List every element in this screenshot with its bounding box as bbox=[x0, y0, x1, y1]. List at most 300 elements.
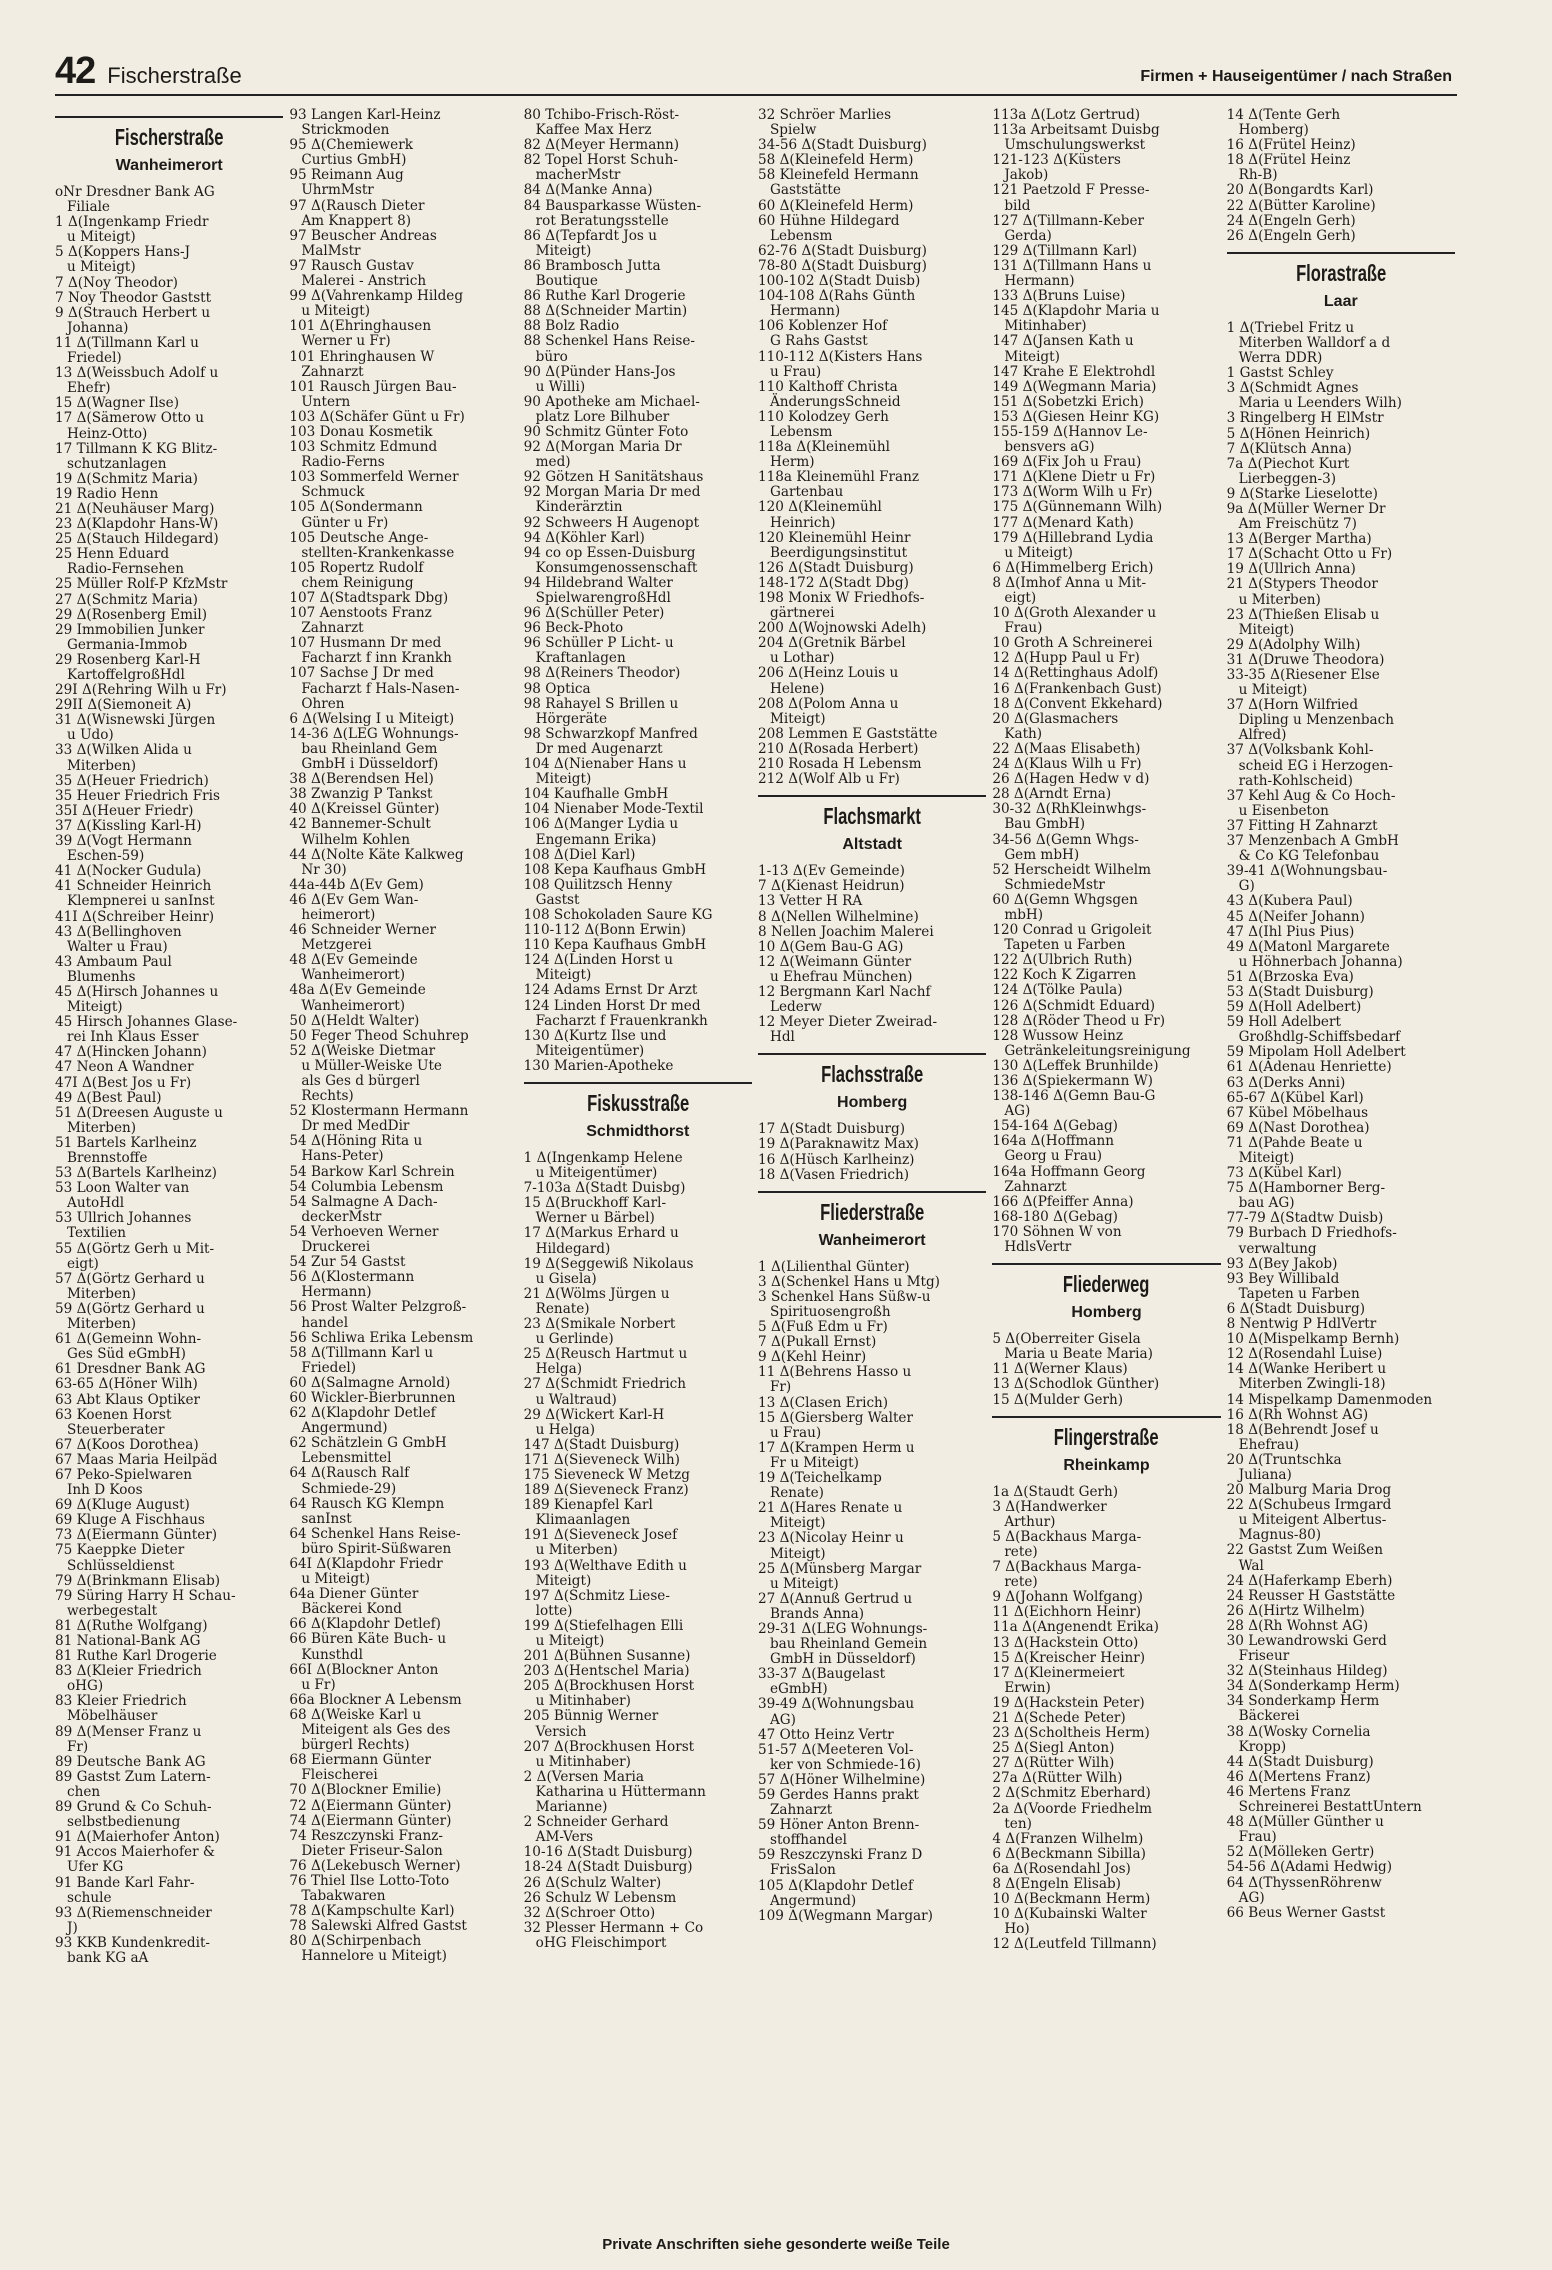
address-entry: 13 Δ(Clasen Erich) bbox=[757, 1394, 889, 1411]
address-entry: 33-35 Δ(Riesener Else u Miteigt) bbox=[1226, 667, 1380, 699]
address-entry: 200 Δ(Wojnowski Adelh) bbox=[757, 620, 927, 637]
address-entry: 28 Δ(Rh Wohnst AG) bbox=[1226, 1617, 1369, 1634]
address-entry: 40 Δ(Kreissel Günter) bbox=[289, 801, 440, 818]
address-entry: 7 Noy Theodor Gaststt bbox=[55, 289, 212, 306]
address-entry: 60 Δ(Kleinefeld Herm) bbox=[757, 197, 914, 214]
address-entry: 136 Δ(Spiekermann W) bbox=[992, 1073, 1153, 1089]
address-entry: 14 Δ(Tente Gerh Homberg) bbox=[1226, 108, 1341, 139]
address-entry: 59 Gerdes Hanns prakt Zahnarzt bbox=[757, 1787, 919, 1819]
address-entry: 173 Δ(Worm Wilh u Fr) bbox=[992, 484, 1153, 501]
address-entry: 21 Δ(Neuhäuser Marg) bbox=[55, 500, 215, 517]
address-entry: 13 Vetter H RA bbox=[757, 893, 863, 910]
address-entry: 91 Accos Maierhofer & Ufer KG bbox=[55, 1844, 215, 1876]
address-entry: 14-36 Δ(LEG Wohnungs- bau Rheinland Gem GmbH i Düsseldorf) bbox=[289, 725, 459, 773]
address-entry: 57 Δ(Görtz Gerhard u Miterben) bbox=[55, 1270, 205, 1302]
address-entry: 53 Δ(Stadt Duisburg) bbox=[1226, 983, 1374, 1000]
address-entry: 5 Δ(Fuß Edm u Fr) bbox=[757, 1319, 888, 1336]
address-entry: 25 Δ(Stauch Hildegard) bbox=[55, 531, 219, 548]
address-entry: 29II Δ(Siemoneit A) bbox=[55, 697, 192, 714]
address-entry: 17 Tillmann K KG Blitz- schutzanlagen bbox=[55, 440, 218, 472]
address-entry: 69 Δ(Kluge August) bbox=[55, 1497, 190, 1514]
address-entry: 14 Δ(Rettinghaus Adolf) bbox=[992, 665, 1159, 682]
address-entry: 43 Δ(Bellinghoven Walter u Frau) bbox=[55, 923, 182, 955]
address-entry: 2 Δ(Versen Maria Katharina u Hüttermann Marianne) bbox=[523, 1768, 706, 1816]
district-name: Homberg bbox=[1071, 1304, 1142, 1322]
address-entry: 48 Δ(Ev Gemeinde Wanheimerort) bbox=[289, 952, 418, 984]
address-entry: 30 Lewandrowski Gerd Friseur bbox=[1226, 1633, 1387, 1665]
address-entry: 23 Δ(Smikale Norbert u Gerlinde) bbox=[523, 1316, 676, 1348]
street-section-header bbox=[55, 116, 283, 175]
address-entry: 90 Schmitz Günter Foto bbox=[523, 423, 689, 440]
address-entry: 20 Δ(Bongardts Karl) bbox=[1226, 182, 1374, 199]
address-entry: 34 Δ(Sonderkamp Herm) bbox=[1226, 1678, 1400, 1695]
address-entry: 81 Δ(Ruthe Wolfgang) bbox=[55, 1617, 208, 1634]
address-entry: 64I Δ(Klapdohr Friedr u Miteigt) bbox=[289, 1556, 443, 1588]
address-entry: 93 Δ(Bey Jakob) bbox=[1226, 1255, 1338, 1272]
section-rule bbox=[992, 1416, 1220, 1418]
address-entry: 11a Δ(Angenendt Erika) bbox=[992, 1619, 1159, 1636]
address-entry: 68 Eiermann Günter Fleischerei bbox=[289, 1752, 431, 1784]
address-entry: oNr Dresdner Bank AG Filiale bbox=[55, 184, 215, 216]
address-entry: 47 Δ(Hincken Johann) bbox=[55, 1044, 207, 1061]
section-rule bbox=[758, 1053, 986, 1055]
street-section-header bbox=[992, 1263, 1220, 1322]
address-entry: 147 Δ(Jansen Kath u Miteigt) bbox=[992, 333, 1134, 365]
address-entry: 96 Schüller P Licht- u Kraftanlagen bbox=[523, 635, 674, 667]
address-entry: 120 Conrad u Grigoleit Tapeten u Farben bbox=[992, 922, 1152, 954]
address-entry: 10 Groth A Schreinerei bbox=[992, 635, 1153, 652]
address-entry: 26 Δ(Hagen Hedw v d) bbox=[992, 771, 1150, 788]
address-entry: 77-79 Δ(Stadtw Duisb) bbox=[1226, 1210, 1384, 1227]
address-entry: 64 Δ(Rausch Ralf Schmiede-29) bbox=[289, 1465, 410, 1497]
address-entry: 98 Optica bbox=[523, 680, 591, 697]
address-entry: 63 Koenen Horst Steuerberater bbox=[55, 1406, 172, 1438]
address-entry: 101 Rausch Jürgen Bau- Untern bbox=[289, 378, 457, 410]
address-entry: 131 Δ(Tillmann Hans u Hermann) bbox=[992, 257, 1152, 290]
address-entry: 63 Δ(Derks Anni) bbox=[1226, 1074, 1346, 1091]
address-entry: 1 Gastst Schley bbox=[1226, 365, 1334, 382]
address-entry: 52 Herscheidt Wilhelm SchmiedeMstr bbox=[992, 861, 1152, 893]
address-entry: 22 Δ(Schubeus Irmgard u Miteigent Albertus- Magnus-80) bbox=[1226, 1497, 1392, 1544]
address-entry: 38 Δ(Berendsen Hel) bbox=[289, 771, 434, 788]
address-entry: 212 Δ(Wolf Alb u Fr) bbox=[757, 771, 900, 788]
street-section-header bbox=[758, 795, 986, 854]
address-entry: 19 Radio Henn bbox=[55, 485, 159, 502]
address-entry: 6a Δ(Rosendahl Jos) bbox=[992, 1860, 1131, 1877]
address-entry: 52 Klostermann Hermann Dr med MedDir bbox=[289, 1103, 469, 1135]
address-entry: 17 Δ(Schacht Otto u Fr) bbox=[1226, 546, 1393, 563]
address-entry: 106 Koblenzer Hof G Rahs Gastst bbox=[757, 318, 888, 350]
address-entry: 62 Δ(Klapdohr Detlef Angermund) bbox=[289, 1405, 436, 1437]
address-entry: 44 Δ(Nolte Käte Kalkweg Nr 30) bbox=[289, 846, 464, 878]
address-entry: 20 Δ(Glasmachers Kath) bbox=[992, 710, 1119, 742]
address-entry: 13 Δ(Hackstein Otto) bbox=[992, 1634, 1139, 1651]
address-entry: 46 Schneider Werner Metzgerei bbox=[289, 922, 437, 954]
page-number: 42 bbox=[55, 50, 96, 92]
address-entry: 67 Peko-Spielwaren Inh D Koos bbox=[55, 1466, 193, 1499]
column bbox=[992, 108, 1220, 2218]
address-entry: 17 Δ(Markus Erhard u Hildegard) bbox=[523, 1225, 679, 1257]
address-entry: 108 Schokoladen Saure KG bbox=[523, 906, 713, 923]
address-entry: 98 Schwarzkopf Manfred Dr med Augenarzt bbox=[523, 725, 698, 757]
address-entry: 47I Δ(Best Jos u Fr) bbox=[55, 1074, 192, 1091]
address-entry: 207 Δ(Brockhusen Horst u Mitinhaber) bbox=[523, 1738, 695, 1770]
address-entry: 154-164 Δ(Gebag) bbox=[992, 1118, 1118, 1135]
address-entry: 124 Δ(Linden Horst u Miteigt) bbox=[523, 952, 674, 984]
address-entry: 8 Nentwig P HdlVertr bbox=[1226, 1316, 1377, 1333]
address-entry: 118a Δ(Kleinemühl Herm) bbox=[757, 439, 890, 471]
address-entry: 23 Δ(Thießen Elisab u Miteigt) bbox=[1226, 606, 1380, 638]
address-entry: 104 Δ(Nienaber Hans u Miteigt) bbox=[523, 756, 687, 788]
address-entry: 80 Δ(Schirpenbach Hannelore u Miteigt) bbox=[289, 1933, 447, 1965]
address-entry: 6 Δ(Welsing I u Miteigt) bbox=[289, 710, 455, 727]
address-entry: 50 Δ(Heldt Walter) bbox=[289, 1012, 420, 1029]
address-entry: 107 Δ(Stadtspark Dbg) bbox=[289, 590, 449, 606]
address-entry: 128 Wussow Heinz Getränkeleitungsreinigung bbox=[992, 1027, 1191, 1059]
district-name: Homberg bbox=[837, 1094, 908, 1112]
address-entry: 44a-44b Δ(Ev Gem) bbox=[289, 876, 424, 893]
address-entry: 45 Δ(Neifer Johann) bbox=[1226, 908, 1365, 925]
address-entry: 2 Δ(Schmitz Eberhard) bbox=[992, 1785, 1151, 1802]
address-entry: 206 Δ(Heinz Louis u Helene) bbox=[757, 665, 899, 697]
address-entry: 91 Δ(Maierhofer Anton) bbox=[55, 1829, 220, 1846]
street-title: Fliederstraße bbox=[820, 1198, 925, 1225]
address-entry: 73 Δ(Eiermann Günter) bbox=[55, 1527, 218, 1544]
address-entry: 39-49 Δ(Wohnungsbau AG) bbox=[757, 1696, 915, 1728]
address-entry: 29 Δ(Wickert Karl-H u Helga) bbox=[523, 1406, 665, 1438]
address-entry: 41I Δ(Schreiber Heinr) bbox=[55, 908, 215, 925]
address-entry: 66a Blockner A Lebensm bbox=[289, 1691, 462, 1708]
address-entry: 79 Δ(Brinkmann Elisab) bbox=[55, 1572, 221, 1589]
address-entry: 105 Δ(Klapdohr Detlef Angermund) bbox=[757, 1877, 913, 1909]
address-entry: 94 Δ(Köhler Karl) bbox=[523, 529, 645, 546]
address-entry: 59 Δ(Holl Adelbert) bbox=[1226, 999, 1362, 1016]
address-entry: 18-24 Δ(Stadt Duisburg) bbox=[523, 1859, 693, 1876]
address-entry: 103 Donau Kosmetik bbox=[289, 423, 433, 440]
address-entry: 27 Δ(Schmidt Friedrich u Waltraud) bbox=[523, 1376, 687, 1408]
address-entry: 47 Otto Heinz Vertr bbox=[757, 1726, 894, 1743]
column bbox=[289, 108, 517, 2218]
address-entry: 3 Δ(Schmidt Agnes Maria u Leenders Wilh) bbox=[1226, 380, 1402, 412]
address-entry: 27 Δ(Schmitz Maria) bbox=[55, 591, 198, 608]
address-entry: 89 Δ(Menser Franz u Fr) bbox=[55, 1723, 202, 1755]
address-entry: 51 Δ(Dreesen Auguste u Miterben) bbox=[55, 1104, 223, 1136]
address-entry: 64a Diener Günter Bäckerei Kond bbox=[289, 1586, 419, 1618]
address-entry: 29 Rosenberg Karl-H KartoffelgroßHdl bbox=[55, 651, 201, 683]
address-entry: 32 Plesser Hermann + Co oHG Fleischimport bbox=[523, 1919, 704, 1951]
address-entry: 155-159 Δ(Hannov Le- bensvers aG) bbox=[992, 423, 1148, 456]
footer-note: Private Anschriften siehe gesonderte weiße Teile bbox=[602, 2236, 950, 2253]
address-entry: 148-172 Δ(Stadt Dbg) bbox=[757, 574, 909, 591]
district-name: Rheinkamp bbox=[1063, 1456, 1150, 1474]
address-entry: 122 Δ(Ulbrich Ruth) bbox=[992, 952, 1133, 969]
address-entry: 98 Rahayel S Brillen u Hörgeräte bbox=[523, 695, 679, 727]
address-entry: 79 Burbach D Friedhofs- verwaltung bbox=[1226, 1225, 1397, 1257]
district-name: Altstadt bbox=[842, 836, 902, 854]
address-entry: 19 Δ(Schmitz Maria) bbox=[55, 470, 198, 487]
address-entry: 15 Δ(Bruckhoff Karl- Werner u Bärbel) bbox=[523, 1195, 667, 1227]
street-section-header bbox=[1227, 252, 1455, 311]
address-entry: 166 Δ(Pfeiffer Anna) bbox=[992, 1193, 1134, 1210]
address-entry: 10 Δ(Beckmann Herm) bbox=[992, 1891, 1151, 1908]
address-entry: 19 Δ(Hackstein Peter) bbox=[992, 1694, 1145, 1711]
address-entry: 18 Δ(Behrendt Josef u Ehefrau) bbox=[1226, 1421, 1379, 1453]
address-entry: 78 Δ(Kampschulte Karl) bbox=[289, 1903, 455, 1920]
address-entry: 171 Δ(Sieveneck Wilh) bbox=[523, 1451, 680, 1468]
street-title: Fiskusstraße bbox=[586, 1090, 689, 1116]
address-entry: 153 Δ(Giesen Heinr KG) bbox=[992, 408, 1160, 425]
address-entry: 169 Δ(Fix Joh u Frau) bbox=[992, 454, 1142, 471]
address-entry: 97 Δ(Rausch Dieter Am Knappert 8) bbox=[289, 197, 425, 229]
address-entry: 32 Δ(Schroer Otto) bbox=[523, 1904, 656, 1921]
address-entry: 10 Δ(Mispelkamp Bernh) bbox=[1226, 1331, 1400, 1348]
address-entry: 164a Hoffmann Georg Zahnarzt bbox=[992, 1163, 1146, 1195]
address-entry: 130 Marien-Apotheke bbox=[523, 1057, 674, 1074]
address-entry: 41 Δ(Nocker Gudula) bbox=[55, 863, 202, 880]
section-rule bbox=[1227, 252, 1455, 254]
address-entry: 19 Δ(Ullrich Anna) bbox=[1226, 561, 1356, 578]
address-entry: 67 Maas Maria Heilpäd bbox=[55, 1451, 218, 1468]
address-entry: 107 Sachse J Dr med Facharzt f Hals-Nasen- Ohren bbox=[289, 665, 460, 712]
address-entry: 86 Brambosch Jutta Boutique bbox=[523, 257, 661, 290]
address-entry: 41 Schneider Heinrich Klempnerei u sanInst bbox=[55, 878, 215, 910]
address-entry: 20 Malburg Maria Drog bbox=[1226, 1482, 1392, 1499]
address-entry: 98 Δ(Reiners Theodor) bbox=[523, 665, 681, 682]
street-title: Flingerstraße bbox=[1054, 1423, 1159, 1450]
address-entry: 15 Δ(Kreischer Heinr) bbox=[992, 1649, 1146, 1666]
address-entry: 124 Δ(Tölke Paula) bbox=[992, 982, 1123, 999]
address-entry: 34 Sonderkamp Herm Bäckerei bbox=[1226, 1693, 1380, 1725]
address-entry: 9 Δ(Johann Wolfgang) bbox=[992, 1589, 1143, 1606]
column bbox=[758, 108, 986, 2218]
address-entry: 30-32 Δ(RhKleinwhgs- Bau GmbH) bbox=[992, 801, 1147, 833]
address-entry: 17 Δ(Sämerow Otto u Heinz-Otto) bbox=[55, 410, 205, 442]
address-entry: 46 Δ(Mertens Franz) bbox=[1226, 1768, 1371, 1785]
address-entry: 5 Δ(Hönen Heinrich) bbox=[1226, 425, 1371, 442]
address-entry: 6 Δ(Beckmann Sibilla) bbox=[992, 1845, 1146, 1862]
address-entry: 121-123 Δ(Küsters Jakob) bbox=[992, 152, 1121, 184]
column bbox=[524, 108, 752, 2218]
address-entry: 29 Δ(Rosenberg Emil) bbox=[55, 606, 208, 623]
address-entry: 6 Δ(Himmelberg Erich) bbox=[992, 559, 1154, 576]
address-entry: 103 Δ(Schäfer Günt u Fr) bbox=[289, 408, 465, 425]
address-entry: 147 Krahe E Elektrohdl bbox=[992, 363, 1156, 380]
address-entry: 51 Bartels Karlheinz Brennstoffe bbox=[55, 1134, 197, 1166]
address-entry: 21 Δ(Hares Renate u Miteigt) bbox=[757, 1500, 903, 1532]
address-entry: 1 Δ(Lilienthal Günter) bbox=[757, 1258, 910, 1275]
address-entry: 71 Δ(Pahde Beate u Miteigt) bbox=[1226, 1134, 1363, 1166]
address-entry: 16 Δ(Frankenbach Gust) bbox=[992, 680, 1162, 697]
address-entry: 56 Schliwa Erika Lebensm bbox=[289, 1329, 474, 1346]
section-rule bbox=[758, 1191, 986, 1193]
address-entry: 37 Menzenbach A GmbH & Co KG Telefonbau bbox=[1226, 833, 1399, 865]
address-entry: 67 Δ(Koos Dorothea) bbox=[55, 1436, 199, 1453]
address-entry: 82 Topel Horst Schuh- macherMstr bbox=[523, 152, 678, 184]
address-entry: 54 Zur 54 Gastst bbox=[289, 1254, 406, 1271]
address-entry: 38 Δ(Wosky Cornelia Kropp) bbox=[1226, 1723, 1371, 1755]
address-entry: 15 Δ(Wagner Ilse) bbox=[55, 395, 179, 412]
address-entry: 27 Δ(Annuß Gertrud u Brands Anna) bbox=[757, 1590, 913, 1622]
address-entry: 55 Δ(Görtz Gerh u Mit- eigt) bbox=[55, 1240, 215, 1272]
address-entry: 17 Δ(Stadt Duisburg) bbox=[757, 1121, 906, 1138]
address-entry: 106 Δ(Manger Lydia u Engemann Erika) bbox=[523, 816, 679, 848]
address-entry: 175 Sieveneck W Metzg bbox=[523, 1466, 690, 1483]
address-entry: 7a Δ(Piechot Kurt Lierbeggen-3) bbox=[1226, 455, 1350, 487]
address-entry: 70 Δ(Blockner Emilie) bbox=[289, 1782, 442, 1799]
address-entry: 205 Bünnig Werner Versich bbox=[523, 1708, 659, 1740]
column bbox=[55, 108, 283, 2218]
address-entry: 38 Zwanzig P Tankst bbox=[289, 786, 433, 803]
address-entry: 37 Δ(Horn Wilfried Dipling u Menzenbach Alfred) bbox=[1226, 697, 1394, 744]
address-entry: 52 Δ(Mölleken Gertr) bbox=[1226, 1844, 1375, 1861]
address-entry: 7 Δ(Noy Theodor) bbox=[55, 274, 178, 291]
address-entry: 175 Δ(Günnemann Wilh) bbox=[992, 499, 1163, 516]
address-entry: 5 Δ(Oberreiter Gisela Maria u Beate Maria) bbox=[992, 1331, 1153, 1363]
address-entry: 49 Δ(Best Paul) bbox=[55, 1089, 162, 1106]
address-entry: 107 Husmann Dr med Facharzt f inn Krankh bbox=[289, 635, 452, 667]
address-entry: 33 Δ(Wilken Alida u Miterben) bbox=[55, 742, 192, 774]
address-entry: 83 Kleier Friedrich Möbelhäuser bbox=[55, 1693, 187, 1725]
address-entry: 26 Schulz W Lebensm bbox=[523, 1889, 677, 1906]
address-entry: 93 KKB Kundenkredit- bank KG aA bbox=[55, 1934, 210, 1966]
address-entry: 25 Δ(Reusch Hartmut u Helga) bbox=[523, 1346, 688, 1378]
address-entry: 105 Ropertz Rudolf chem Reinigung bbox=[289, 559, 424, 591]
address-entry: 201 Δ(Bühnen Susanne) bbox=[523, 1648, 691, 1665]
address-entry: 1-13 Δ(Ev Gemeinde) bbox=[757, 863, 905, 880]
address-entry: 108 Kepa Kaufhaus GmbH bbox=[523, 861, 707, 878]
address-entry: 47 Neon A Wandner bbox=[55, 1059, 194, 1076]
address-entry: 35 Δ(Heuer Friedrich) bbox=[55, 772, 209, 789]
address-entry: 49 Δ(Matonl Margarete u Höhnerbach Johanna) bbox=[1226, 938, 1403, 970]
address-entry: 5 Δ(Backhaus Marga- rete) bbox=[992, 1528, 1142, 1560]
address-entry: 120 Kleinemühl Heinr Beerdigungsinstitut bbox=[757, 529, 911, 561]
address-entry: 54-56 Δ(Adami Hedwig) bbox=[1226, 1859, 1393, 1876]
address-entry: 68 Δ(Weiske Karl u Miteigent als Ges des bürgerl Rechts) bbox=[289, 1706, 451, 1754]
address-entry: 92 Schweers H Augenopt bbox=[523, 514, 700, 531]
address-entry: 26 Δ(Schulz Walter) bbox=[523, 1874, 662, 1891]
address-entry: 12 Δ(Leutfeld Tillmann) bbox=[992, 1936, 1157, 1953]
address-entry: 101 Δ(Ehringhausen Werner u Fr) bbox=[289, 318, 432, 350]
address-entry: 13 Δ(Weissbuch Adolf u Ehefr) bbox=[55, 365, 219, 397]
section-rule bbox=[758, 795, 986, 797]
address-entry: 8 Nellen Joachim Malerei bbox=[757, 923, 934, 940]
address-entry: 170 Söhnen W von HdlsVertr bbox=[992, 1223, 1122, 1256]
address-entry: 105 Δ(Sondermann Günter u Fr) bbox=[289, 499, 423, 531]
address-entry: 10-16 Δ(Stadt Duisburg) bbox=[523, 1844, 693, 1861]
address-entry: 108 Quilitzsch Henny Gastst bbox=[523, 876, 673, 908]
address-entry: 10 Δ(Kubainski Walter Ho) bbox=[992, 1906, 1147, 1938]
address-entry: 17 Δ(Krampen Herm u Fr u Miteigt) bbox=[757, 1439, 915, 1471]
address-entry: 1 Δ(Ingenkamp Helene u Miteigentümer) bbox=[523, 1150, 683, 1182]
address-entry: 92 Götzen H Sanitätshaus bbox=[523, 469, 704, 486]
address-entry: 151 Δ(Sobetzki Erich) bbox=[992, 393, 1144, 410]
address-entry: 78 Salewski Alfred Gastst bbox=[289, 1918, 467, 1935]
address-entry: 138-146 Δ(Gemn Bau-G AG) bbox=[992, 1088, 1156, 1120]
address-entry: 19 Δ(Teichelkamp Renate) bbox=[757, 1470, 882, 1502]
address-entry: 28 Δ(Arndt Erna) bbox=[992, 786, 1112, 803]
address-entry: 21 Δ(Schede Peter) bbox=[992, 1710, 1126, 1726]
address-entry: 46 Δ(Ev Gem Wan- heimerort) bbox=[289, 891, 419, 923]
address-entry: 39-41 Δ(Wohnungsbau- G) bbox=[1226, 863, 1388, 895]
address-entry: 58 Δ(Kleinefeld Herm) bbox=[757, 152, 914, 169]
address-entry: 1 Δ(Ingenkamp Friedr u Miteigt) bbox=[55, 214, 209, 246]
address-entry: 18 Δ(Vasen Friedrich) bbox=[757, 1166, 910, 1183]
address-entry: 89 Deutsche Bank AG bbox=[55, 1753, 206, 1770]
address-entry: 23 Δ(Nicolay Heinr u Miteigt) bbox=[757, 1530, 904, 1562]
address-entry: 3 Δ(Schenkel Hans u Mtg) bbox=[757, 1273, 940, 1290]
address-entry: 129 Δ(Tillmann Karl) bbox=[992, 242, 1138, 259]
address-entry: 29 Immobilien Junker Germania-Immob bbox=[55, 621, 205, 653]
address-entry: 34-56 Δ(Gemn Whgs- Gem mbH) bbox=[992, 831, 1139, 863]
address-entry: 7 Δ(Pukall Ernst) bbox=[757, 1334, 877, 1351]
address-entry: 93 Langen Karl-Heinz Strickmoden bbox=[289, 108, 441, 139]
address-entry: 45 Δ(Hirsch Johannes u Miteigt) bbox=[55, 983, 219, 1016]
address-entry: 64 Schenkel Hans Reise- büro Spirit-Süßwaren bbox=[289, 1525, 461, 1557]
address-entry: 130 Δ(Kurtz Ilse und Miteigentümer) bbox=[523, 1027, 667, 1059]
address-entry: 53 Ullrich Johannes Textilien bbox=[55, 1210, 192, 1242]
address-entry: 25 Δ(Siegl Anton) bbox=[992, 1740, 1115, 1757]
address-entry: 78-80 Δ(Stadt Duisburg) bbox=[757, 257, 927, 274]
address-entry: 18 Δ(Frütel Heinz Rh-B) bbox=[1226, 152, 1351, 184]
address-entry: 96 Δ(Schüller Peter) bbox=[523, 605, 665, 622]
address-entry: 145 Δ(Klapdohr Maria u Mitinhaber) bbox=[992, 303, 1160, 335]
address-entry: 74 Reszczynski Franz- Dieter Friseur-Salon bbox=[289, 1827, 444, 1859]
address-entry: 7 Δ(Klütsch Anna) bbox=[1226, 440, 1352, 457]
section-rule bbox=[992, 1263, 1220, 1265]
address-entry: 204 Δ(Gretnik Bärbel u Lothar) bbox=[757, 635, 906, 667]
address-entry: 60 Δ(Gemn Whgsgen mbH) bbox=[992, 891, 1138, 923]
address-entry: 11 Δ(Eichhorn Heinr) bbox=[992, 1604, 1142, 1621]
address-entry: 92 Δ(Morgan Maria Dr med) bbox=[523, 439, 682, 471]
address-entry: 7 Δ(Kienast Heidrun) bbox=[757, 878, 905, 895]
address-entry: 43 Δ(Kubera Paul) bbox=[1226, 893, 1353, 910]
address-entry: 51 Δ(Brzoska Eva) bbox=[1226, 968, 1354, 985]
address-entry: 31 Δ(Wisnewski Jürgen u Udo) bbox=[55, 712, 216, 744]
address-entry: 124 Linden Horst Dr med Facharzt f Frauenkrankh bbox=[523, 997, 708, 1029]
address-entry: 130 Δ(Leffek Brunhilde) bbox=[992, 1057, 1159, 1074]
address-entry: 110-112 Δ(Bonn Erwin) bbox=[523, 922, 687, 939]
address-entry: 26 Δ(Hirtz Wilhelm) bbox=[1226, 1602, 1365, 1619]
address-entry: 193 Δ(Welthave Edith u Miteigt) bbox=[523, 1557, 687, 1589]
address-entry: 84 Δ(Manke Anna) bbox=[523, 182, 653, 199]
page-header-left bbox=[55, 50, 242, 93]
address-entry: 210 Rosada H Lebensm bbox=[757, 756, 922, 773]
address-entry: 69 Kluge A Fischhaus bbox=[55, 1512, 205, 1529]
address-entry: 35 Heuer Friedrich Fris bbox=[55, 787, 220, 804]
address-entry: 27a Δ(Rütter Wilh) bbox=[992, 1770, 1123, 1787]
address-entry: 54 Columbia Lebensm bbox=[289, 1178, 444, 1195]
address-entry: 63-65 Δ(Höner Wilh) bbox=[55, 1376, 198, 1393]
address-entry: 39 Δ(Vogt Hermann Eschen-59) bbox=[55, 833, 192, 865]
address-entry: 31 Δ(Druwe Theodora) bbox=[1226, 651, 1385, 668]
address-entry: 46 Mertens Franz Schreinerei BestattUntern bbox=[1226, 1783, 1422, 1816]
address-entry: 44 Δ(Stadt Duisburg) bbox=[1226, 1753, 1374, 1770]
address-entry: 149 Δ(Wegmann Maria) bbox=[992, 378, 1157, 395]
address-entry: 208 Δ(Polom Anna u Miteigt) bbox=[757, 695, 899, 727]
address-entry: 205 Δ(Brockhusen Horst u Mitinhaber) bbox=[523, 1678, 695, 1710]
address-entry: 110 Kolodzey Gerh Lebensm bbox=[757, 408, 889, 440]
address-entry: 81 Ruthe Karl Drogerie bbox=[55, 1648, 217, 1665]
address-entry: 14 Mispelkamp Damenmoden bbox=[1226, 1391, 1433, 1408]
address-entry: 54 Salmagne A Dach- deckerMstr bbox=[289, 1193, 438, 1225]
address-entry: 51-57 Δ(Meeteren Vol- ker von Schmiede-16) bbox=[757, 1741, 921, 1773]
address-entry: 29I Δ(Rehring Wilh u Fr) bbox=[55, 682, 227, 699]
street-title: Flachsmarkt bbox=[823, 803, 921, 830]
street-section-header bbox=[524, 1082, 752, 1141]
address-entry: 12 Bergmann Karl Nachf Lederw bbox=[757, 983, 931, 1016]
district-name: Laar bbox=[1323, 292, 1358, 310]
address-entry: 99 Δ(Vahrenkamp Hildeg u Miteigt) bbox=[289, 288, 464, 320]
